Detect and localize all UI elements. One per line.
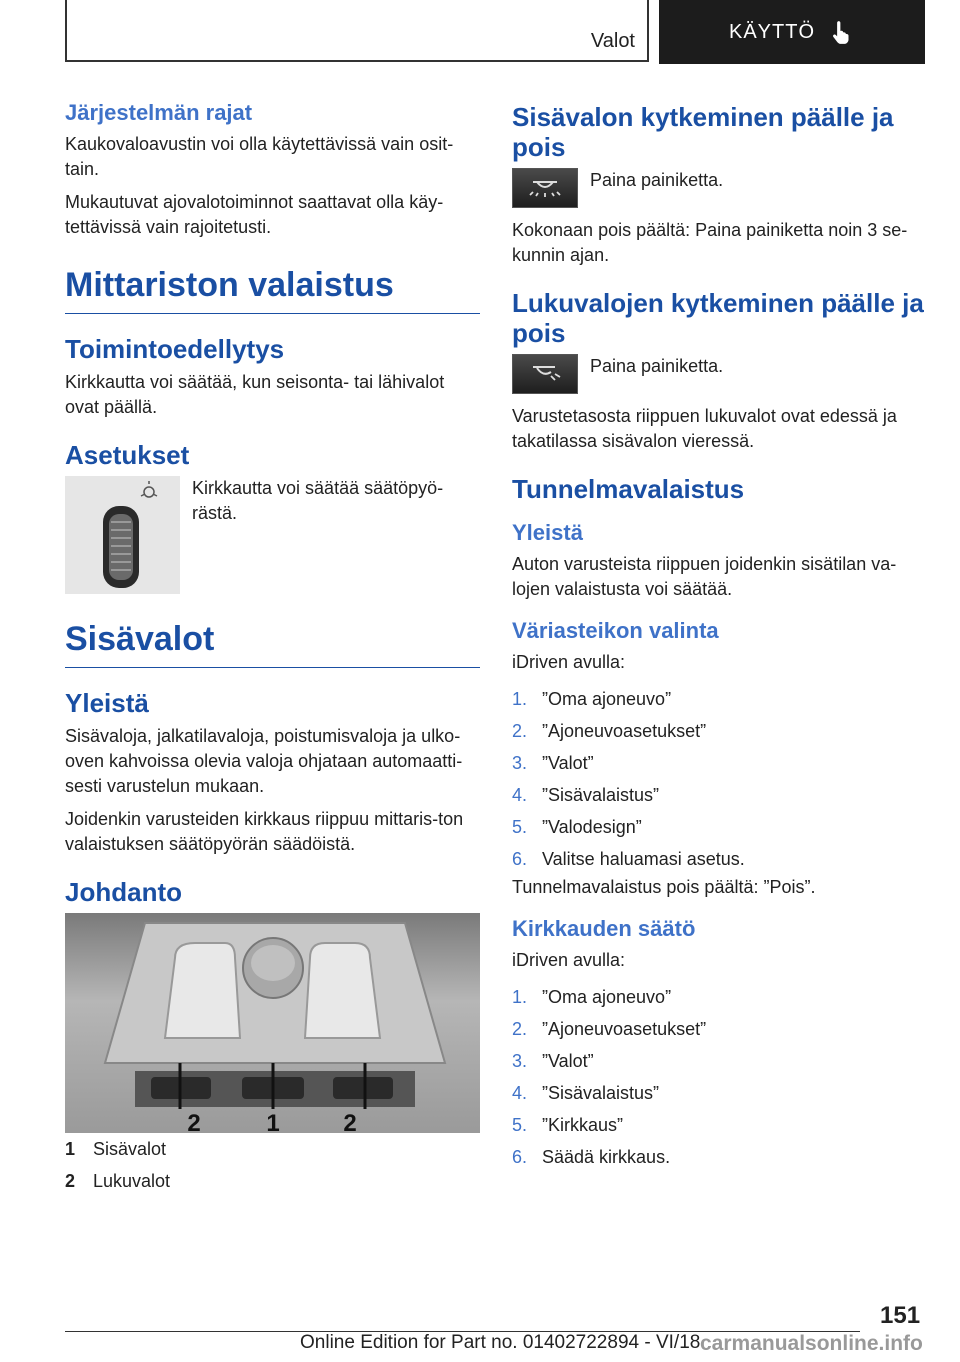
- footer-edition: Online Edition for Part no. 01402722894 - VI/18: [300, 1332, 701, 1353]
- caption-row: [65, 1133, 480, 1165]
- header-section: Valot: [590, 30, 635, 52]
- general-paragraph-2: Joidenkin varusteiden kirkkaus riippuu mittaris-ton valaistuksen säätöpyörän säädöistä.: [65, 809, 464, 854]
- requirements-paragraph: Kirkkautta voi säätää, kun seisonta- tai lähivalot ovat päällä.: [65, 372, 445, 417]
- step-text: ”Valot”: [542, 753, 594, 773]
- interior-light-icon: [525, 176, 565, 200]
- color-steps-list: [512, 683, 927, 875]
- caption-number: 2: [65, 1171, 76, 1191]
- interior-lights-heading: Sisävalot: [65, 620, 480, 668]
- settings-heading: Asetukset: [65, 440, 190, 470]
- caption-text: Lukuvalot: [93, 1171, 171, 1191]
- reading-button-row: [512, 354, 927, 394]
- instrument-lighting-heading: Mittariston valaistus: [65, 266, 480, 314]
- step-text: ”Valot”: [542, 1051, 594, 1071]
- list-item: 6. Säädä kirkkaus.: [512, 1141, 927, 1173]
- list-item: 4. ”Sisävalaistus”: [512, 1077, 927, 1109]
- list-item: 5. ”Valodesign”: [512, 811, 927, 843]
- brightness-intro: iDriven avulla:: [512, 950, 626, 970]
- watermark-text: carmanualsonline.info: [700, 1332, 923, 1355]
- photo-label-reading-left: 2: [187, 1110, 201, 1133]
- interior-light-paragraph: Paina painiketta.: [590, 170, 724, 190]
- roof-console-photo: [65, 913, 480, 1133]
- step-text: Valitse haluamasi asetus.: [542, 849, 745, 869]
- interior-light-off-paragraph: Kokonaan pois päältä: Paina painiketta noin 3 se-kunnin ajan.: [512, 220, 908, 265]
- reading-light-paragraph-2: Varustetasosta riippuen lukuvalot ovat edessä ja takatilassa sisävalon vieressä.: [512, 406, 897, 451]
- step-text: ”Sisävalaistus”: [542, 785, 660, 805]
- right-column: [512, 100, 927, 1173]
- limits-heading: Järjestelmän rajat: [65, 100, 253, 125]
- color-scale-heading: Väriasteikon valinta: [512, 618, 719, 643]
- reading-light-paragraph: Paina painiketta.: [590, 356, 724, 376]
- step-text: Säädä kirkkaus.: [542, 1147, 671, 1167]
- thumbwheel-image: [65, 476, 180, 594]
- list-item: 1. ”Oma ajoneuvo”: [512, 981, 927, 1013]
- header-chapter-tab[interactable]: [659, 0, 925, 64]
- interior-light-button-image: [512, 168, 578, 208]
- settings-paragraph: Kirkkautta voi säätää säätöpyö-rästä.: [192, 478, 444, 523]
- list-item: 3. ”Valot”: [512, 1045, 927, 1077]
- step-text: ”Ajoneuvoasetukset”: [542, 721, 707, 741]
- step-text: ”Valodesign”: [542, 817, 642, 837]
- left-column: [65, 100, 480, 1197]
- list-item: 2. ”Ajoneuvoasetukset”: [512, 715, 927, 747]
- list-item: 6. Valitse haluamasi asetus.: [512, 843, 927, 875]
- step-text: ”Oma ajoneuvo”: [542, 987, 672, 1007]
- interior-button-row: [512, 168, 927, 208]
- interior-light-switch-heading: Sisävalon kytkeminen päälle ja pois: [512, 102, 894, 162]
- intro-heading: Johdanto: [65, 877, 182, 907]
- page-number: 151: [880, 1302, 921, 1329]
- color-intro: iDriven avulla:: [512, 652, 626, 672]
- ambient-off-paragraph: Tunnelmavalaistus pois päältä: ”Pois”.: [512, 877, 816, 897]
- requirements-heading: Toimintoedellytys: [65, 334, 285, 364]
- step-text: ”Ajoneuvoasetukset”: [542, 1019, 707, 1039]
- roof-console-illustration: [65, 913, 480, 1133]
- general-paragraph-1: Sisävaloja, jalkatilavaloja, poistumisvaloja ja ulko-oven kahvoissa olevia valoja ohjataan automaatti-sesti varustelun mukaan.: [65, 726, 463, 796]
- list-item: 3. ”Valot”: [512, 747, 927, 779]
- thumbwheel-icon: [65, 476, 180, 594]
- reading-light-icon: [525, 362, 565, 386]
- hand-pointer-icon: [829, 19, 855, 45]
- list-item: 1. ”Oma ajoneuvo”: [512, 683, 927, 715]
- caption-text: Sisävalot: [93, 1139, 167, 1159]
- page-header: [65, 0, 925, 64]
- brightness-heading: Kirkkauden säätö: [512, 916, 696, 941]
- header-box: [65, 0, 649, 62]
- general-heading: Yleistä: [65, 688, 149, 718]
- settings-row: [65, 476, 480, 594]
- caption-number: 1: [65, 1139, 76, 1159]
- ambient-general-heading: Yleistä: [512, 520, 583, 545]
- list-item: 5. ”Kirkkaus”: [512, 1109, 927, 1141]
- ambient-paragraph: Auton varusteista riippuen joidenkin sisätilan va-lojen valaistusta voi säätää.: [512, 554, 897, 599]
- ambient-lighting-heading: Tunnelmavalaistus: [512, 474, 745, 504]
- reading-light-button-image: [512, 354, 578, 394]
- step-text: ”Sisävalaistus”: [542, 1083, 660, 1103]
- photo-label-reading-right: 2: [343, 1110, 357, 1133]
- step-text: ”Oma ajoneuvo”: [542, 689, 672, 709]
- limits-paragraph-1: Kaukovaloavustin voi olla käytettävissä vain osit-tain.: [65, 134, 454, 179]
- list-item: 4. ”Sisävalaistus”: [512, 779, 927, 811]
- photo-label-interior: 1: [266, 1110, 280, 1133]
- limits-paragraph-2: Mukautuvat ajovalotoiminnot saattavat olla käy-tettävissä vain rajoitetusti.: [65, 192, 444, 237]
- list-item: 2. ”Ajoneuvoasetukset”: [512, 1013, 927, 1045]
- reading-light-heading: Lukuvalojen kytkeminen päälle ja pois: [512, 288, 924, 348]
- step-text: ”Kirkkaus”: [542, 1115, 624, 1135]
- header-chapter-label: KÄYTTÖ: [728, 20, 815, 43]
- brightness-steps-list: [512, 981, 927, 1173]
- caption-row: [65, 1165, 480, 1197]
